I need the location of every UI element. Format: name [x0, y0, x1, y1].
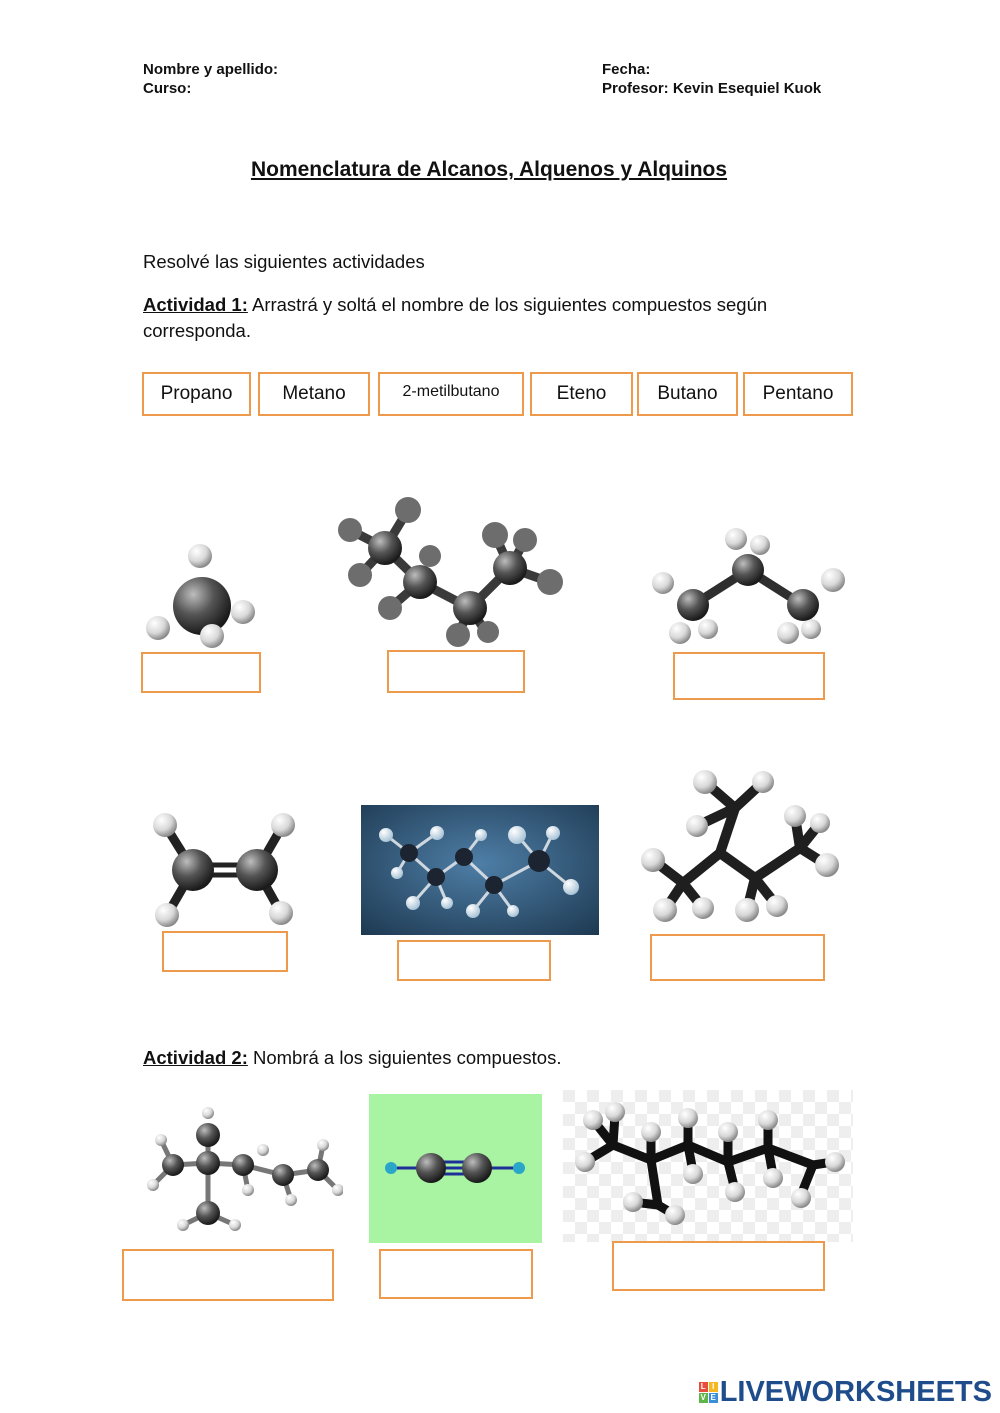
- page-title: Nomenclatura de Alcanos, Alquenos y Alquinos: [250, 158, 728, 181]
- liveworksheets-logo: [699, 1376, 992, 1409]
- word-2-metilbutano[interactable]: 2-metilbutano: [378, 372, 524, 416]
- word-propano[interactable]: Propano: [142, 372, 251, 416]
- activity1-text: Arrastrá y soltá el nombre de los siguientes compuestos según: [247, 294, 768, 315]
- activity1-instructions: [143, 292, 863, 344]
- drop-box-molecule-6[interactable]: [650, 934, 825, 981]
- activity1-label: Actividad 1:: [143, 294, 248, 315]
- drop-box-ethene[interactable]: [162, 931, 288, 972]
- activity2-molecule-c-image: [563, 1090, 853, 1242]
- date-label: Fecha:: [602, 61, 651, 78]
- teacher-label: Profesor: Kevin Esequiel Kuok: [602, 80, 822, 97]
- activity2-molecule-b-image: [369, 1094, 542, 1243]
- answer-box-molecule-a[interactable]: [122, 1249, 334, 1301]
- intro-text: Resolvé las siguientes actividades: [143, 251, 425, 272]
- course-label: Curso:: [143, 80, 192, 97]
- butane-molecule-image: [361, 805, 599, 935]
- answer-box-molecule-b[interactable]: [379, 1249, 533, 1299]
- molecule-6-image: [635, 768, 845, 928]
- drop-box-propane[interactable]: [673, 652, 825, 700]
- activity1-text-line2: corresponda.: [143, 320, 251, 341]
- ethene-molecule-image: [145, 805, 305, 930]
- answer-box-molecule-c[interactable]: [612, 1241, 825, 1291]
- drop-box-molecule-2[interactable]: [387, 650, 525, 693]
- drop-box-methane[interactable]: [141, 652, 261, 693]
- logo-mark-icon: L I V E: [700, 1382, 716, 1402]
- word-metano[interactable]: Metano: [258, 372, 370, 416]
- propane-molecule-image: [648, 525, 853, 650]
- activity2-text: Nombrá a los siguientes compuestos.: [247, 1047, 562, 1068]
- methane-molecule-image: [140, 540, 270, 655]
- molecule-2-image: [330, 490, 575, 655]
- word-eteno[interactable]: Eteno: [530, 372, 633, 416]
- activity2-molecule-a-image: [143, 1105, 343, 1235]
- activity2-label: Actividad 2:: [143, 1047, 248, 1068]
- word-pentano[interactable]: Pentano: [743, 372, 853, 416]
- logo-text: LIVEWORKSHEETS: [719, 1376, 992, 1408]
- drop-box-butane[interactable]: [397, 940, 551, 981]
- name-label: Nombre y apellido:: [143, 61, 279, 78]
- activity2-instructions: [143, 1045, 561, 1071]
- word-butano[interactable]: Butano: [637, 372, 738, 416]
